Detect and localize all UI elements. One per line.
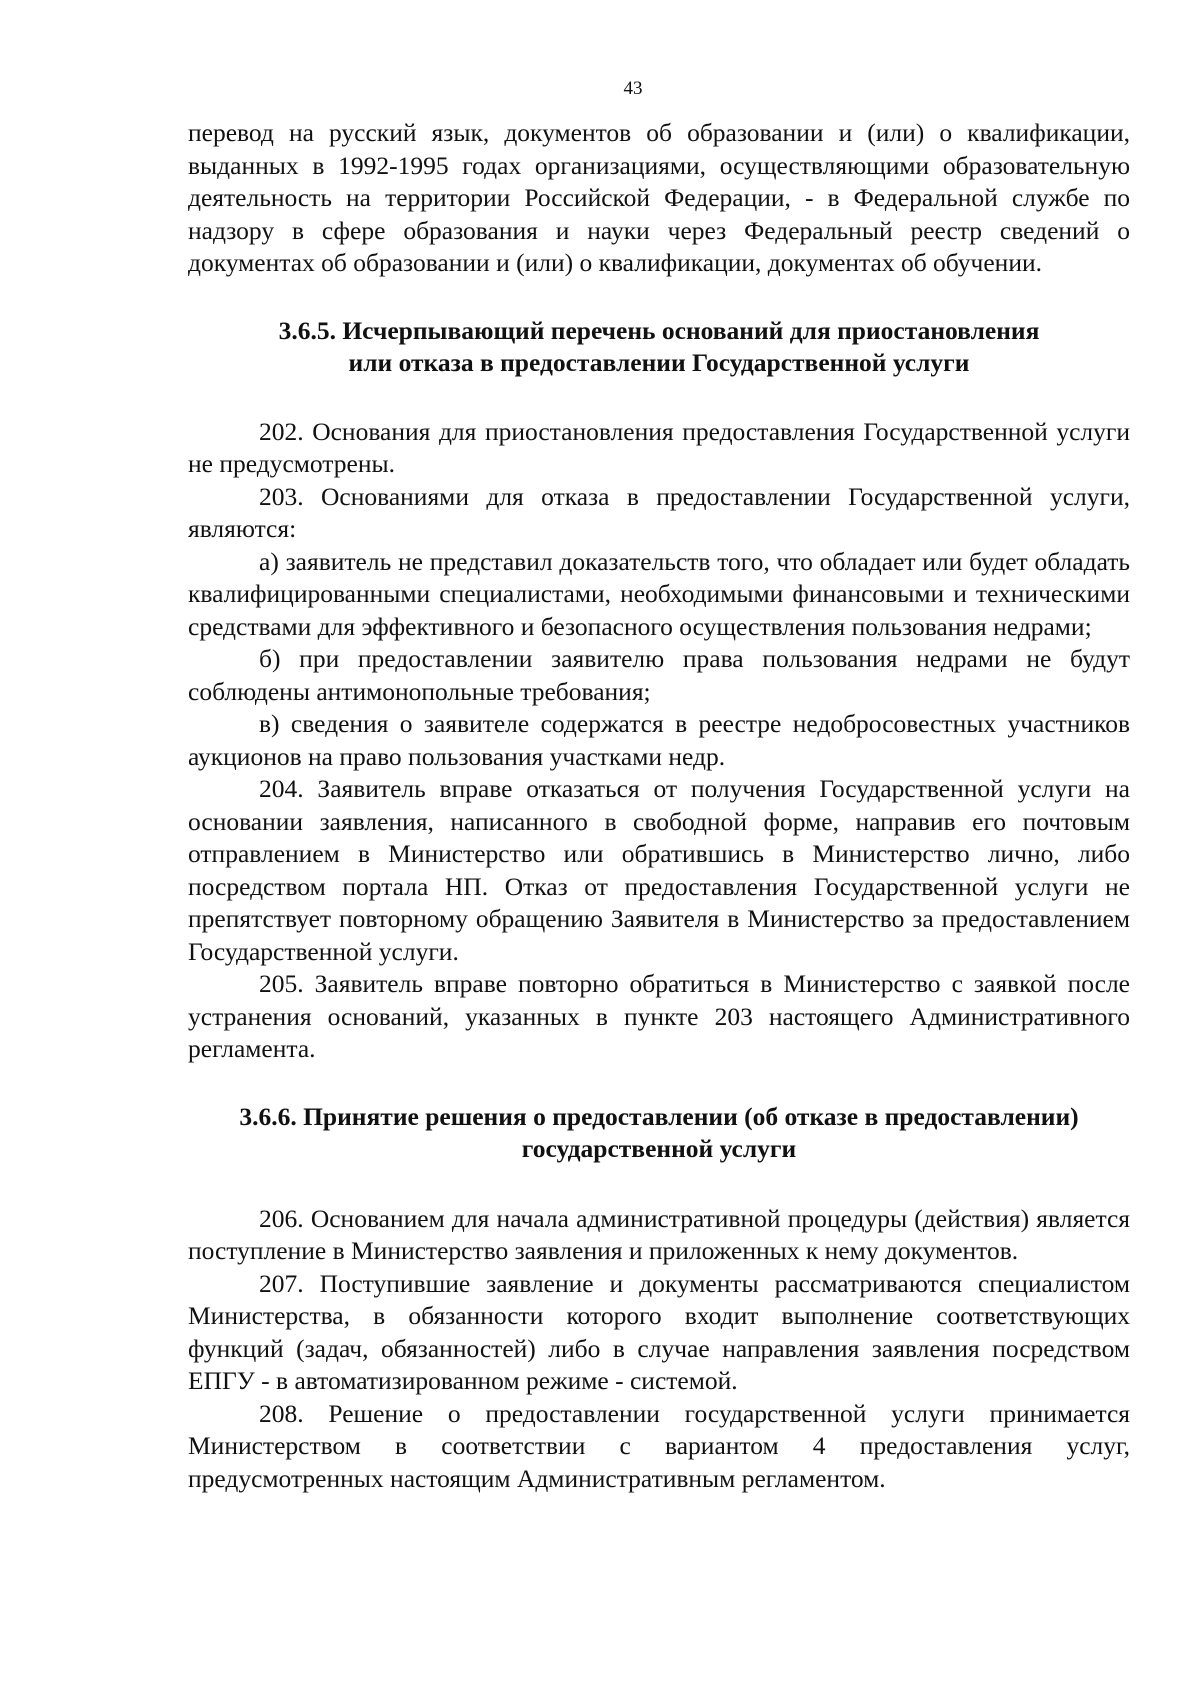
section-3-6-5-heading <box>188 315 1130 380</box>
paragraph-203-a: а) заявитель не представил доказательств того, что обладает или будет обладать квалифицированными специалистами, необходимыми финансовыми и техническими средствами для эффективного и безопасного осуществления пользования недрами; <box>188 546 1130 641</box>
section-3-6-6-heading <box>188 1101 1130 1166</box>
paragraph-202: 202. Основания для приостановления предоставления Государственной услуги не предусмотрены. <box>188 416 1130 478</box>
paragraph-206: 206. Основанием для начала административной процедуры (действия) является поступление в Министерство заявления и приложенных к нему документов. <box>188 1203 1130 1265</box>
section-3-6-5-heading-line2: или отказа в предоставлении Государственной услуги <box>348 348 970 377</box>
paragraph-203: 203. Основаниями для отказа в предоставлении Государственной услуги, являются: <box>188 481 1130 543</box>
document-body <box>188 117 1130 1495</box>
paragraph-203-b: б) при предоставлении заявителю права пользования недрами не будут соблюдены антимонопольные требования; <box>188 644 1130 706</box>
section-3-6-6-heading-line2: государственной услуги <box>521 1134 797 1163</box>
page-number: 43 <box>623 78 643 99</box>
paragraph-205: 205. Заявитель вправе повторно обратиться в Министерство с заявкой после устранения оснований, указанных в пункте 203 настоящего Административного регламента. <box>188 969 1130 1063</box>
paragraph-203-c: в) сведения о заявителе содержатся в реестре недобросовестных участников аукционов на право пользования участками недр. <box>188 709 1130 771</box>
paragraph-204: 204. Заявитель вправе отказаться от получения Государственной услуги на основании заявления, написанного в свободной форме, направив его почтовым отправлением в Министерство или обратившись в Министерство лично, либо посредством портала НП. Отказ от предоставления Государственной услуги не препятствует повторному обращению Заявителя в Министерство за предоставлением Государственной услуги. <box>188 774 1130 966</box>
intro-paragraph: перевод на русский язык, документов об образовании и (или) о квалификации, выданных в 1992-1995 годах организациями, осуществляющими образовательную деятельность на территории Российской Федерации, - в Федеральной службе по надзору в сфере образования и науки через Федеральный реестр сведений о документах об образовании и (или) о квалификации, документах об обучении. <box>188 118 1130 277</box>
paragraph-207: 207. Поступившие заявление и документы рассматриваются специалистом Министерства, в обязанности которого входит выполнение соответствующих функций (задач, обязанностей) либо в случае направления заявления посредством ЕПГУ - в автоматизированном режиме - системой. <box>188 1268 1130 1395</box>
paragraph-208: 208. Решение о предоставлении государственной услуги принимается Министерством в соответствии с вариантом 4 предоставления услуг, предусмотренных настоящим Административным регламентом. <box>188 1398 1130 1493</box>
section-3-6-5-heading-line1: 3.6.5. Исчерпывающий перечень оснований для приостановления <box>278 315 1040 345</box>
section-3-6-6-heading-line1: 3.6.6. Принятие решения о предоставлении (об отказе в предоставлении) <box>239 1101 1079 1131</box>
